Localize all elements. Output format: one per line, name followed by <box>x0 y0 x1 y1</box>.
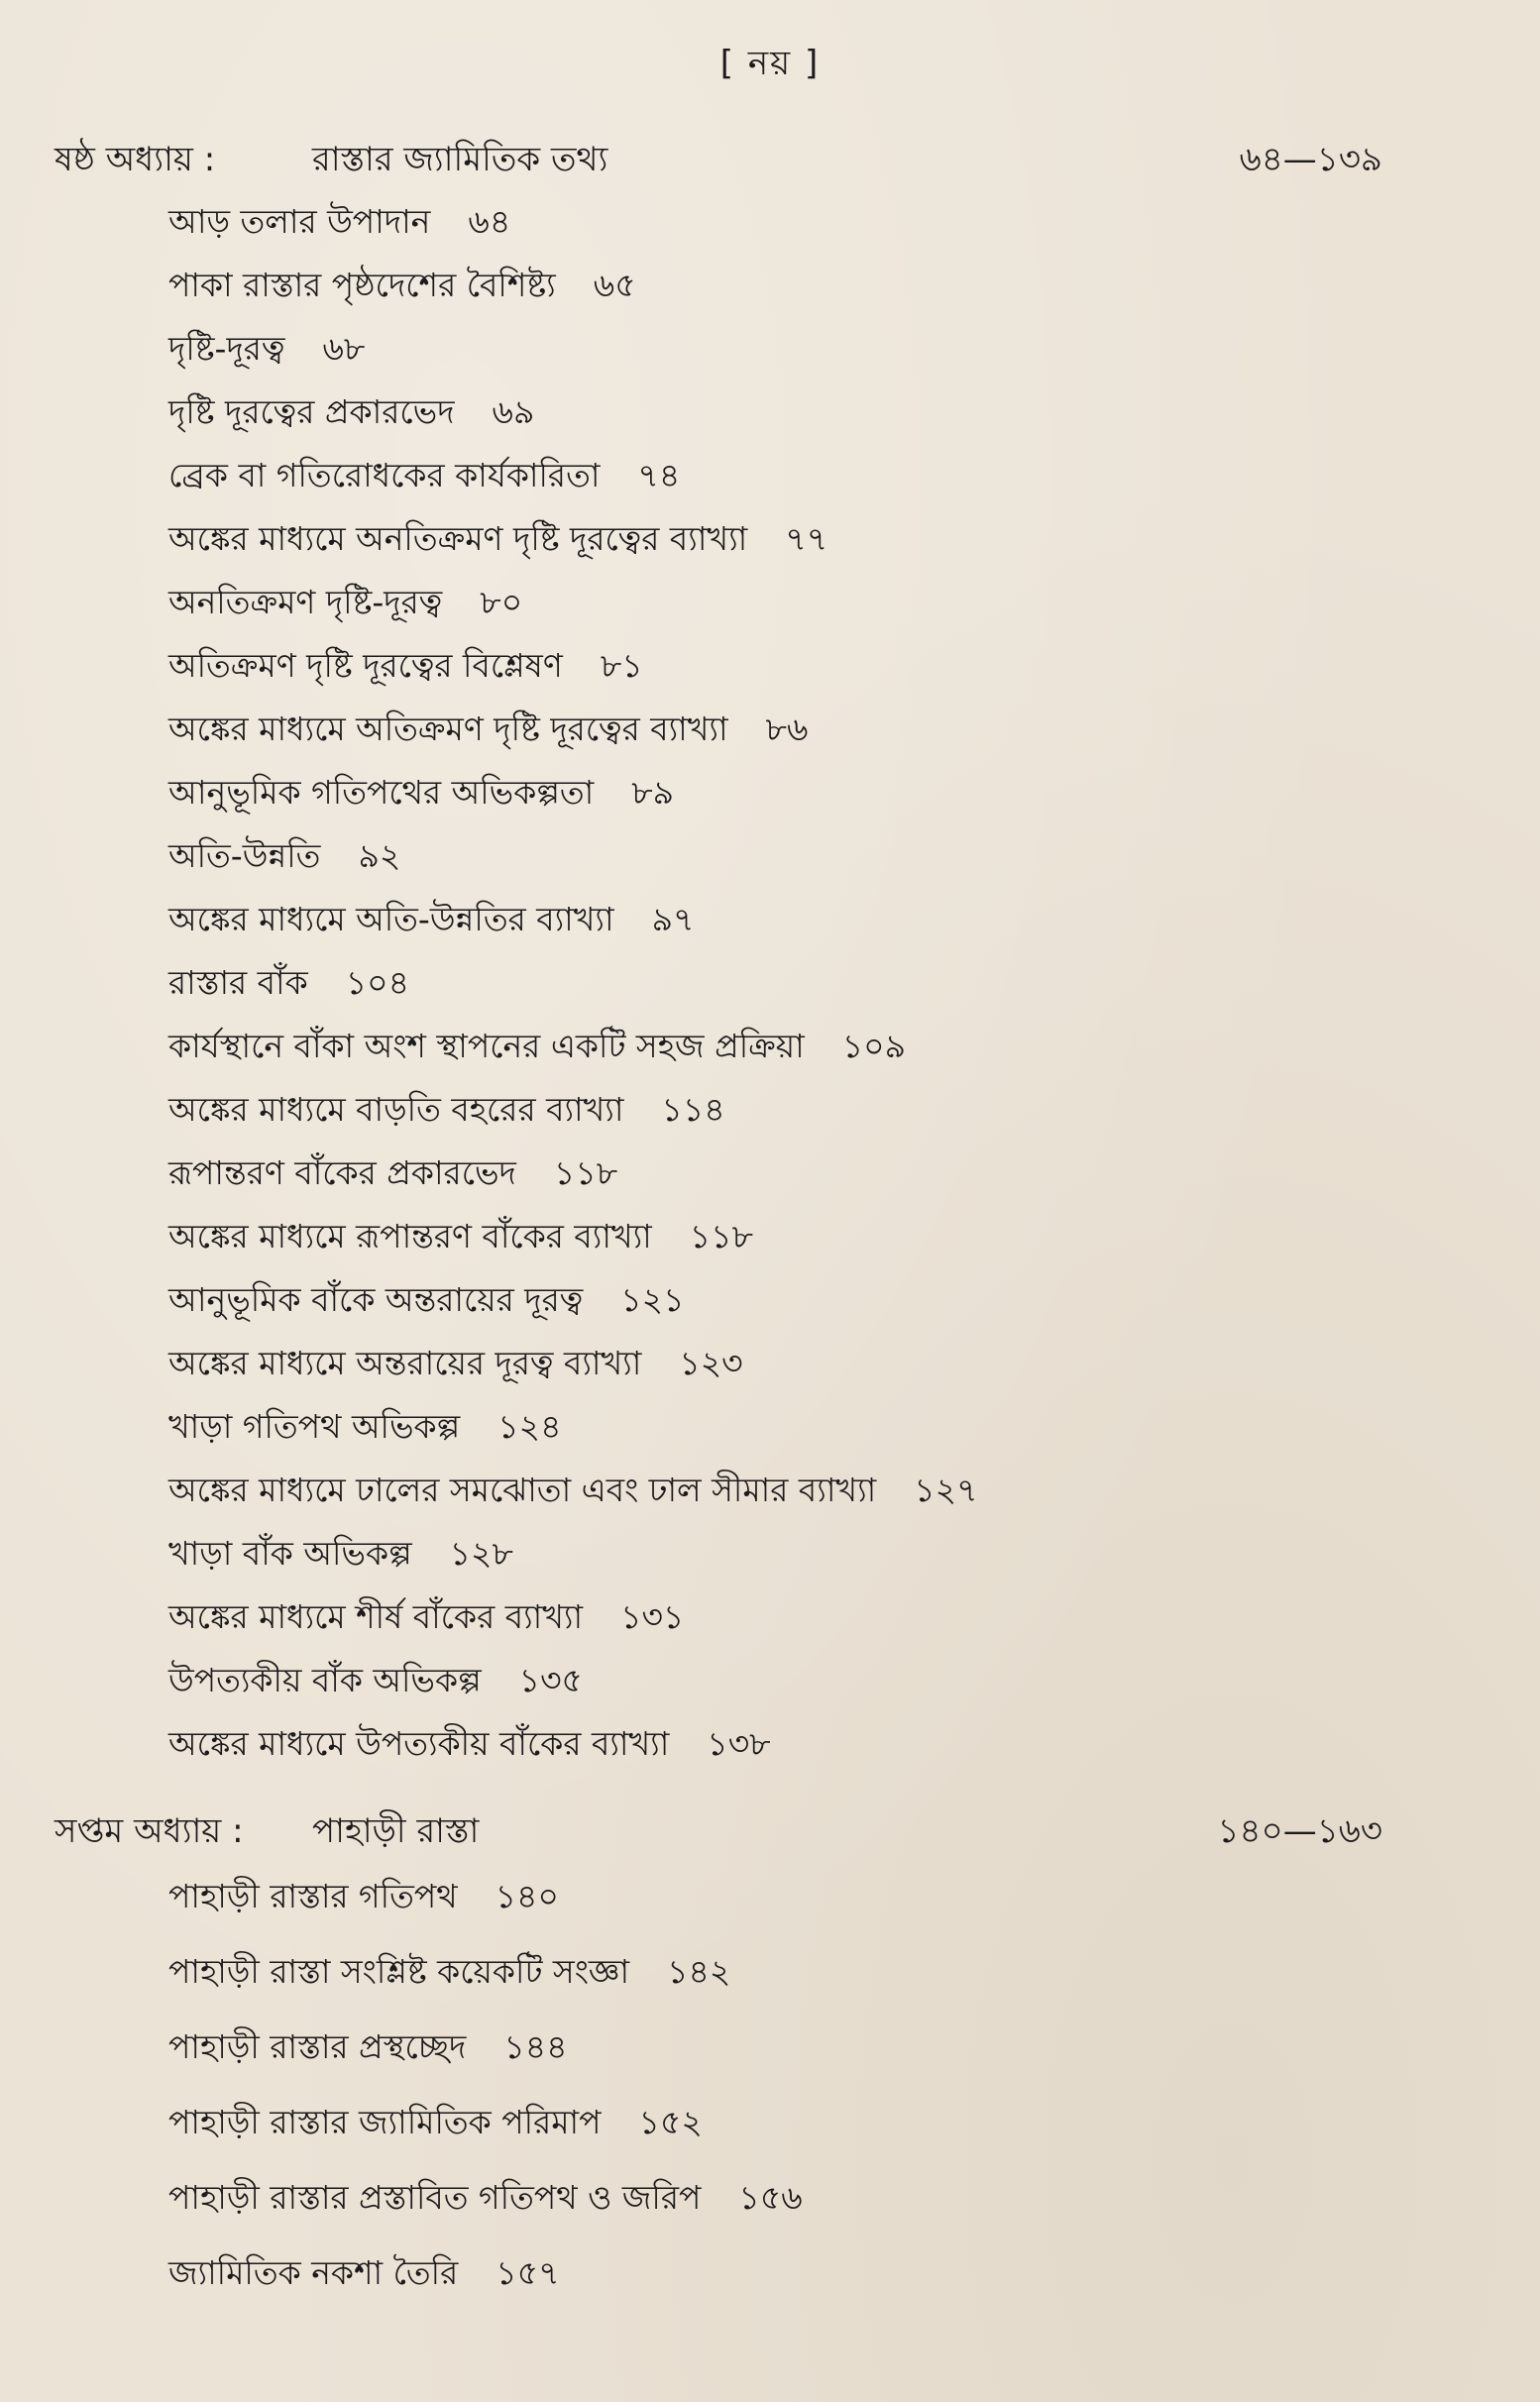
chapter-name: সপ্তম অধ্যায় : <box>55 1811 244 1851</box>
chapter-page-range: ৬৪—১৩৯ <box>1239 140 1382 179</box>
toc-entry <box>168 260 636 315</box>
entry-title: অঙ্কের মাধ্যমে রূপান্তরণ বাঁকের ব্যাখ্যা <box>168 1217 652 1256</box>
entry-page: ১৫৭ <box>495 2253 560 2292</box>
toc-entry <box>168 2097 703 2152</box>
toc-entry <box>168 2247 560 2303</box>
entry-title: খাড়া গতিপথ অভিকল্প <box>168 1407 461 1446</box>
entry-title: কার্যস্থানে বাঁকা অংশ স্থাপনের একটি সহজ প্রক্রিয়া <box>168 1027 805 1065</box>
entry-title: অঙ্কের মাধ্যমে অন্তরায়ের দূরত্ব ব্যাখ্যা <box>168 1344 642 1382</box>
chapter-title: রাস্তার জ্যামিতিক তথ্য <box>312 140 608 179</box>
entry-page: ১৫৬ <box>738 2178 803 2217</box>
page-header: [ নয় ] <box>719 44 821 83</box>
toc-entry <box>168 2021 568 2077</box>
chapter-heading <box>55 1805 1382 1865</box>
entry-title: জ্যামিতিক নকশা তৈরি <box>168 2253 459 2292</box>
entry-page: ১৪০ <box>495 1877 559 1915</box>
chapter-name: ষষ্ঠ অধ্যায় : <box>55 140 216 179</box>
toc-entry <box>168 1084 725 1140</box>
entry-title: অনতিক্রমণ দৃষ্টি-দূরত্ব <box>168 583 443 621</box>
toc-entry <box>168 450 680 505</box>
entry-page: ৯৭ <box>651 900 695 938</box>
entry-title: পাকা রাস্তার পৃষ্ঠদেশের বৈশিষ্ট্য <box>168 266 556 304</box>
entry-page: ৮৬ <box>765 710 809 748</box>
entry-title: পাহাড়ী রাস্তা সংশ্লিষ্ট কয়েকটি সংজ্ঞা <box>168 1952 630 1991</box>
entry-title: পাহাড়ী রাস্তার প্রস্তাবিত গতিপথ ও জরিপ <box>168 2178 702 2217</box>
toc-entry <box>168 1274 685 1330</box>
entry-title: উপত্যকীয় বাঁক অভিকল্প <box>168 1661 482 1699</box>
entry-page: ৮১ <box>600 646 643 685</box>
entry-title: আনুভূমিক বাঁকে অন্তরায়ের দূরত্ব <box>168 1280 584 1319</box>
toc-entry <box>168 577 522 632</box>
entry-page: ৯২ <box>358 836 401 875</box>
chapter-page-range: ১৪০—১৬৩ <box>1217 1811 1382 1851</box>
toc-entry <box>168 1147 617 1203</box>
entry-page: ৬৫ <box>593 266 636 304</box>
toc-entry <box>168 1465 978 1520</box>
entry-title: অঙ্কের মাধ্যমে অতি-উন্নতির ব্যাখ্যা <box>168 900 614 938</box>
entry-page: ১১৪ <box>661 1090 725 1129</box>
entry-title: অঙ্কের মাধ্যমে অতিক্রমণ দৃষ্টি দূরত্বের ব্যাখ্যা <box>168 710 728 748</box>
entry-page: ১২৭ <box>914 1471 978 1509</box>
toc-entry <box>168 513 827 569</box>
entry-page: ১২৩ <box>679 1344 743 1382</box>
toc-entry <box>168 894 694 949</box>
toc-entry <box>168 1871 559 1926</box>
toc-entry <box>168 1528 513 1583</box>
chapter-title: পাহাড়ী রাস্তা <box>312 1811 480 1851</box>
entry-page: ১০৪ <box>345 963 409 1002</box>
entry-page: ৬৮ <box>322 329 366 368</box>
toc-entry <box>168 2172 803 2228</box>
entry-title: দৃষ্টি-দূরত্ব <box>168 329 285 368</box>
entry-page: ৮০ <box>480 583 523 621</box>
toc-entry <box>168 1655 583 1710</box>
entry-title: পাহাড়ী রাস্তার জ্যামিতিক পরিমাপ <box>168 2103 602 2141</box>
entry-page: ১২৮ <box>449 1534 513 1573</box>
entry-title: অতিক্রমণ দৃষ্টি দূরত্বের বিশ্লেষণ <box>168 646 563 685</box>
toc-entry <box>168 1401 562 1457</box>
entry-page: ৬৯ <box>492 392 535 431</box>
entry-page: ৬৪ <box>468 202 511 241</box>
entry-page: ১৩৮ <box>707 1724 771 1763</box>
entry-page: ৭৪ <box>637 456 681 494</box>
toc-entry <box>168 1946 730 2002</box>
toc-entry <box>168 1211 753 1266</box>
entry-page: ১২৪ <box>497 1407 562 1446</box>
entry-title: খাড়া বাঁক অভিকল্প <box>168 1534 412 1573</box>
entry-title: আনুভূমিক গতিপথের অভিকল্পতা <box>168 773 595 812</box>
entry-page: ১১৮ <box>689 1217 753 1256</box>
toc-entry <box>168 1021 906 1076</box>
entry-title: অঙ্কের মাধ্যমে উপত্যকীয় বাঁকের ব্যাখ্যা <box>168 1724 670 1763</box>
toc-entry <box>168 196 510 252</box>
toc-entry <box>168 704 808 759</box>
entry-title: পাহাড়ী রাস্তার গতিপথ <box>168 1877 458 1915</box>
entry-title: অঙ্কের মাধ্যমে বাড়তি বহরের ব্যাখ্যা <box>168 1090 624 1129</box>
chapter-heading <box>55 134 1382 193</box>
toc-entry <box>168 830 400 886</box>
toc-entry <box>168 957 409 1013</box>
entry-page: ৮৯ <box>631 773 675 812</box>
entry-page: ১০৯ <box>841 1027 907 1065</box>
entry-title: রূপান্তরণ বাঁকের প্রকারভেদ <box>168 1153 516 1192</box>
toc-entry <box>168 1718 771 1774</box>
entry-page: ১৪২ <box>667 1952 731 1991</box>
entry-title: রাস্তার বাঁক <box>168 963 308 1002</box>
entry-title: অঙ্কের মাধ্যমে ঢালের সমঝোতা এবং ঢাল সীমার ব্যাখ্যা <box>168 1471 877 1509</box>
toc-entry <box>168 386 534 442</box>
entry-page: ১৫২ <box>638 2103 703 2141</box>
toc-entry <box>168 1591 684 1647</box>
entry-title: পাহাড়ী রাস্তার প্রস্থচ্ছেদ <box>168 2027 467 2066</box>
entry-page: ১১৮ <box>553 1153 618 1192</box>
entry-page: ১৩৫ <box>518 1661 583 1699</box>
entry-page: ১৩১ <box>620 1597 685 1636</box>
toc-entry <box>168 640 643 696</box>
toc-entry <box>168 323 365 379</box>
entry-page: ১৪৪ <box>503 2027 568 2066</box>
entry-title: আড় তলার উপাদান <box>168 202 431 241</box>
entry-title: দৃষ্টি দূরত্বের প্রকারভেদ <box>168 392 455 431</box>
toc-entry <box>168 1338 743 1393</box>
entry-page: ১২১ <box>620 1280 685 1319</box>
toc-entry <box>168 767 674 822</box>
entry-title: অঙ্কের মাধ্যমে শীর্ষ বাঁকের ব্যাখ্যা <box>168 1597 584 1636</box>
entry-title: ব্রেক বা গতিরোধকের কার্যকারিতা <box>168 456 601 494</box>
entry-page: ৭৭ <box>785 519 828 558</box>
entry-title: অতি-উন্নতি <box>168 836 321 875</box>
entry-title: অঙ্কের মাধ্যমে অনতিক্রমণ দৃষ্টি দূরত্বের ব্যাখ্যা <box>168 519 748 558</box>
